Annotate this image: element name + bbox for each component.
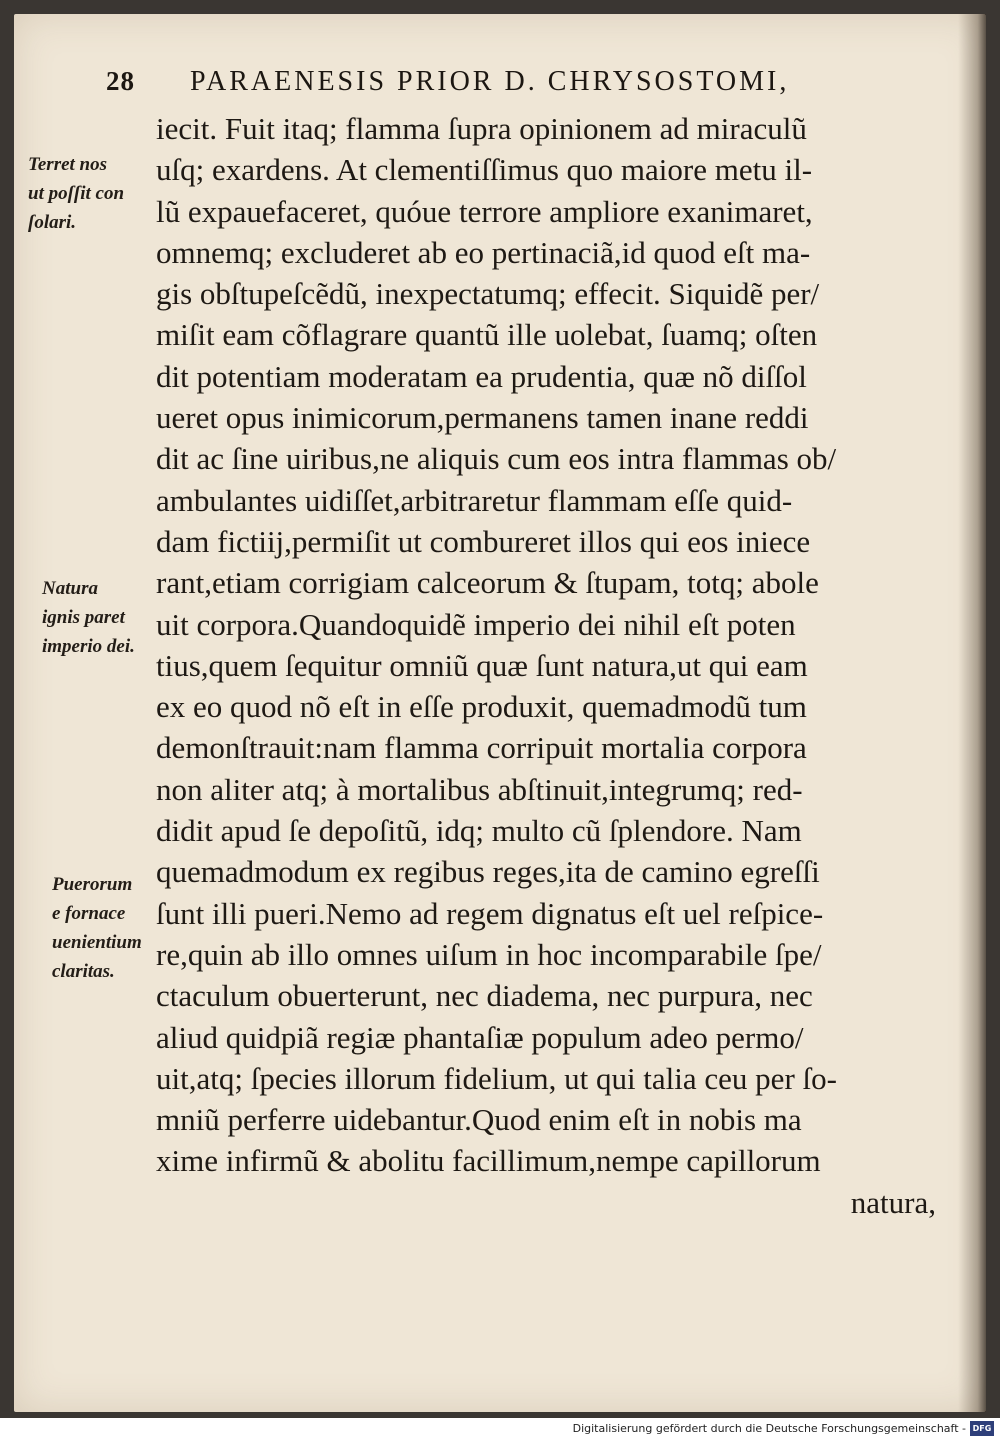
text-line: ctaculum obuerterunt, nec diadema, nec purpura, nec [156, 978, 813, 1014]
text-line: aliud quidpiã regiæ phantaſiæ populum adeo permo/ [156, 1019, 804, 1055]
text-line: ex eo quod nõ eſt in eſſe produxit, quemadmodũ tum [156, 689, 807, 725]
margin-note-natura [42, 574, 160, 661]
dfg-logo-icon: DFG [970, 1421, 994, 1436]
margin-note-line: e fornace [52, 903, 126, 924]
text-line: mniũ perferre uidebantur.Quod enim eſt in nobis ma [156, 1102, 802, 1138]
text-line: dam fictiĳ,permiſit ut combureret illos qui eos iniece [156, 523, 811, 559]
page-spine-shadow [958, 14, 986, 1412]
footer-bar [0, 1418, 1000, 1440]
margin-note-line: claritas. [52, 961, 115, 982]
text-line: uit corpora.Quandoquidẽ imperio dei nihil eſt poten [156, 606, 796, 642]
catchword: natura, [850, 1184, 936, 1220]
text-line: ſunt illi pueri.Nemo ad regem dignatus eſt uel reſpice- [156, 895, 824, 931]
text-line: xime infirmũ & abolitu facillimum,nempe capillorum [156, 1143, 821, 1179]
running-head [14, 66, 986, 106]
margin-note-line: ignis paret [42, 607, 125, 628]
text-line: miſit eam cõflagrare quantũ ille uolebat, ſuamq; oſten [156, 317, 818, 353]
running-title: PARAENESIS PRIOR D. CHRYSOSTOMI, [190, 66, 790, 97]
margin-note-line: ſolari. [28, 212, 77, 233]
text-line: quemadmodum ex regibus reges,ita de camino egreſſi [156, 854, 820, 890]
text-line: non aliter atq; à mortalibus abſtinuit,integrumq; red- [156, 771, 803, 807]
text-line: ambulantes uidiſſet,arbitraretur flammam eſſe quid- [156, 482, 793, 518]
text-line: lũ expauefaceret, quóue terrore ampliore exanimaret, [156, 193, 813, 229]
text-line: dit ac ſine uiribus,ne aliquis cum eos intra flammas ob/ [156, 441, 837, 477]
text-line: uſq; exardens. At clementiſſimus quo maiore metu il- [156, 152, 813, 188]
page-number: 28 [106, 66, 135, 96]
book-page [14, 14, 986, 1412]
funding-credit: Digitalisierung gefördert durch die Deutsche Forschungsgemeinschaft - [572, 1422, 966, 1435]
text-line: didit apud ſe depoſitũ, idq; multo cũ ſplendore. Nam [156, 813, 802, 849]
text-line: omnemq; excluderet ab eo pertinaciã,id quod eſt ma- [156, 234, 811, 270]
text-line: demonſtrauit:nam flamma corripuit mortalia corpora [156, 730, 807, 766]
margin-note-line: uenientium [52, 932, 142, 953]
margin-note-line: Natura [42, 578, 98, 599]
margin-note-line: imperio dei. [42, 636, 135, 657]
margin-note-line: Terret nos [28, 154, 108, 175]
margin-note-puerorum [52, 870, 170, 986]
text-line: rant,etiam corrigiam calceorum & ſtupam, totq; abole [156, 565, 819, 601]
text-line: tius,quem ſequitur omniũ quæ ſunt natura,ut qui eam [156, 647, 808, 683]
margin-note-line: ut poſſit con [28, 183, 125, 204]
text-line: gis obſtupeſcẽdũ, inexpectatumq; effecit. Siquidẽ per/ [156, 276, 820, 312]
text-line: dit potentiam moderatam ea prudentia, quæ nõ diſſol [156, 358, 807, 394]
main-text-block [156, 108, 936, 1223]
text-line: re,quin ab illo omnes uiſum in hoc incomparabile ſpe/ [156, 936, 822, 972]
text-line: uit,atq; ſpecies illorum fidelium, ut qui talia ceu per ſo- [156, 1060, 837, 1096]
margin-note-line: Puerorum [52, 874, 133, 895]
margin-note-terret [28, 150, 146, 237]
text-line: ueret opus inimicorum,permanens tamen inane reddi [156, 400, 809, 436]
text-line: iecit. Fuit itaq; flamma ſupra opinionem ad miraculũ [156, 111, 807, 146]
